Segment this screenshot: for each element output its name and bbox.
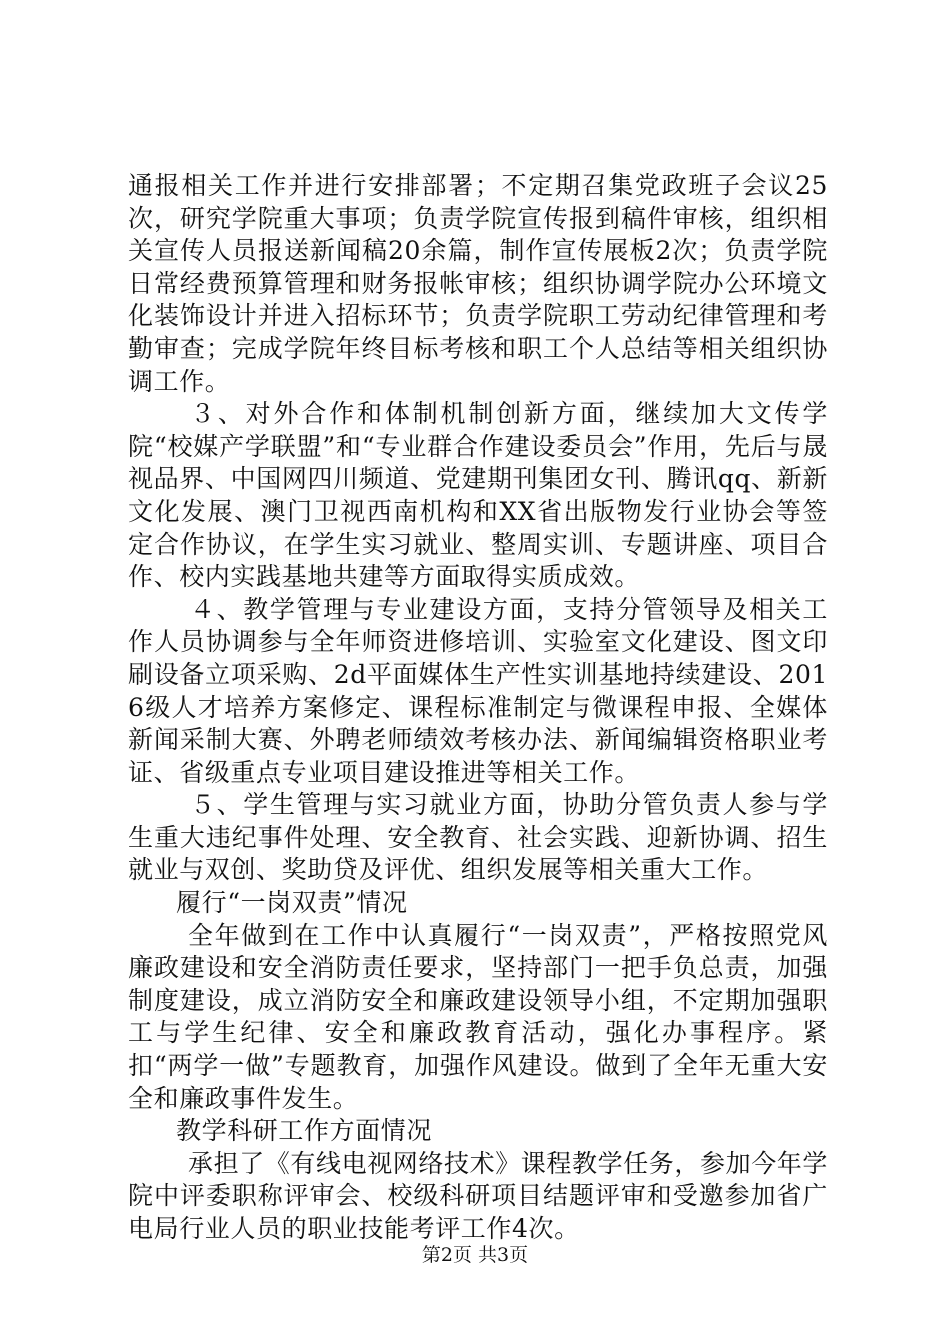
paragraph-external-cooperation: ３、对外合作和体制机制创新方面，继续加大文传学院“校媒产学联盟”和“专业群合作建设委员会”作用，先后与晟视品界、中国网四川频道、党建期刊集团女刊、腾讯qq、新新文化发展、澳门卫视西南机构和XX省出版物发行业协会等签定合作协议，在学生实习就业、整周实训、专题讲座、项目合作、校内实践基地共建等方面取得实质成效。 [128, 399, 828, 592]
paragraph-student-management: ５、学生管理与实习就业方面，协助分管负责人参与学生重大违纪事件处理、安全教育、社会实践、迎新协调、招生就业与双创、奖助贷及评优、组织发展等相关重大工作。 [128, 790, 828, 885]
paragraph-one-post-two-duties: 全年做到在工作中认真履行“一岗双责”，严格按照党风廉政建设和安全消防责任要求，坚持部门一把手负总责，加强制度建设，成立消防安全和廉政建设领导小组，不定期加强职工与学生纪律、安全和廉政教育活动，强化办事程序。紧扣“两学一做”专题教育，加强作风建设。做到了全年无重大安全和廉政事件发生。 [128, 920, 828, 1113]
heading-one-post-two-duties: 履行“一岗双责”情况 [176, 888, 408, 918]
page-footer: 第2页 共3页 [421, 1244, 529, 1266]
paragraph-admin-duties: 通报相关工作并进行安排部署；不定期召集党政班子会议25次，研究学院重大事项；负责学院宣传报到稿件审核，组织相关宣传人员报送新闻稿20余篇，制作宣传展板2次；负责学院日常经费预算管理和财务报帐审核；组织协调学院办公环境文化装饰设计并进入招标环节；负责学院职工劳动纪律管理和考勤审查；完成学院年终目标考核和职工个人总结等相关组织协调工作。 [128, 171, 828, 396]
paragraph-teaching-research: 承担了《有线电视网络技术》课程教学任务，参加今年学院中评委职称评审会、校级科研项目结题评审和受邀参加省广电局行业人员的职业技能考评工作4次。 [128, 1148, 829, 1243]
document-body [128, 170, 828, 1246]
heading-teaching-research: 教学科研工作方面情况 [176, 1116, 433, 1146]
paragraph-teaching-management: ４、教学管理与专业建设方面，支持分管领导及相关工作人员协调参与全年师资进修培训、实验室文化建设、图文印刷设备立项采购、2d平面媒体生产性实训基地持续建设、2016级人才培养方案修定、课程标准制定与微课程申报、全媒体新闻采制大赛、外聘老师绩效考核办法、新闻编辑资格职业考证、省级重点专业项目建设推进等相关工作。 [128, 594, 828, 787]
